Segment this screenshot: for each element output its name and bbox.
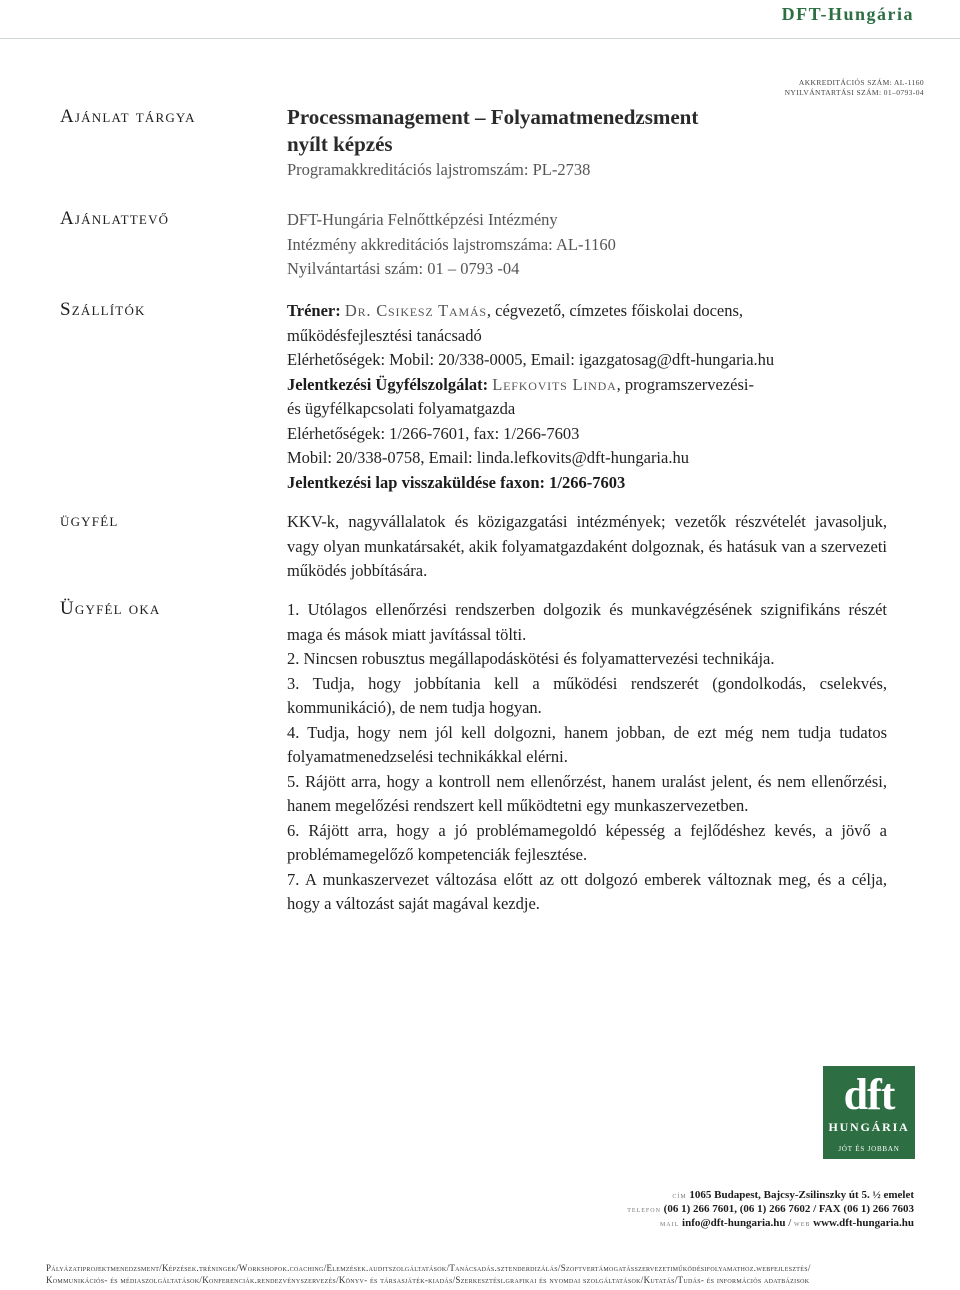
services-footer [46, 1262, 914, 1286]
reason-item: 6. Rájött arra, hogy a jó problémamegoldó képesség a fejlődéshez kevés, a jövő a problémamegelőző kompetenciák fejlesztése. [287, 820, 887, 864]
header-divider [0, 38, 960, 39]
label-offer-subject: Ajánlat tárgya [60, 106, 196, 127]
footer-line2: Kommunikációs- és médiaszolgáltatások/Konferenciák.rendezvényszervezés/Könyv- és társasjáték-kiadás/Szerkesztési.grafikai és nyomdai szolgáltatások/Kutatás/Tudás- és információs adatbázisok [46, 1275, 810, 1285]
brand-wordmark: DFT-Hungária [781, 4, 914, 24]
reason-item: 5. Rájött arra, hogy a kontroll nem ellenőrzést, hanem uralást jelent, és nem ellenőrzési, hanem megelőzési rendszert kell működtetni egy munkaszervezetben. [287, 771, 887, 815]
service-name: Lefkovits Linda [492, 374, 617, 394]
logo-dft: dft [843, 1070, 895, 1119]
service-desc-1: , programszervezési- [616, 374, 754, 394]
reason-item: 1. Utólagos ellenőrzési rendszerben dolgozik és munkavégzésének szignifikáns részét maga és mások miatt javítással tölti. [287, 600, 887, 644]
logo-slogan: JÓT ÉS JOBBAN [838, 1145, 900, 1153]
label-suppliers: Szállítók [60, 299, 146, 320]
reason-item: 4. Tudja, hogy nem jól kell dolgozni, hanem jobban, de ezt még nem tudja tudatos folyamatmenedzselési technikákkal elérni. [287, 722, 887, 766]
reason-item: 3. Tudja, hogy jobbítania kell a működési rendszerét (gondolkodás, cselekvés, kommunikáció), de nem tudja hogyan. [287, 673, 887, 717]
client-reason-section [287, 598, 887, 917]
offerer-institution: DFT-Hungária Felnőttképzési Intézmény [287, 210, 558, 229]
offerer-section [287, 208, 887, 282]
web-label: web [794, 1218, 811, 1228]
footer-line1: Pályázatiprojektmenedzsment/Képzések.tréningek/Workshopok.coaching/Elemzések.auditszolgáltatások/Tanácsadás.sztenderdizálás/Szoftvertámogatásszervezetiműködésifolyamathoz.webfejlesztés/ [46, 1263, 811, 1273]
registration-number: NYILVÁNTARTÁSI SZÁM: 01–0793-04 [784, 88, 924, 97]
service-contact-1: Elérhetőségek: 1/266-7601, fax: 1/266-7603 [287, 423, 580, 443]
web-link[interactable]: www.dft-hungaria.hu [813, 1217, 914, 1229]
service-contact-2[interactable]: Mobil: 20/338-0758, Email: linda.lefkovits@dft-hungaria.hu [287, 448, 689, 467]
mail-link[interactable]: info@dft-hungaria.hu [682, 1217, 786, 1229]
phone-label: telefon [627, 1204, 661, 1214]
client-description: KKV-k, nagyvállalatok és közigazgatási intézmények; vezetők részvételét javasoljuk, vagy olyan munkatársakét, akik folyamatgazdaként dolgoznak, és hatásuk van a szervezeti működés jobbítására. [287, 512, 887, 580]
service-label: Jelentkezési Ügyfélszolgálat: [287, 374, 489, 394]
trainer-desc-1: , cégvezető, címzetes főiskolai docens, [486, 301, 744, 320]
service-desc-2: és ügyfélkapcsolati folyamatgazda [287, 399, 516, 418]
client-section [287, 510, 887, 584]
offerer-accreditation: Intézmény akkreditációs lajstromszáma: AL-1160 [287, 234, 616, 254]
label-client-reason: Ügyfél oka [60, 598, 161, 619]
offerer-registration: Nyilvántartási szám: 01 – 0793 -04 [287, 259, 520, 278]
phone: (06 1) 266 7601, (06 1) 266 7602 / FAX (06 1) 266 7603 [663, 1203, 914, 1215]
accreditation-block [785, 78, 924, 98]
suppliers-section [287, 299, 887, 495]
fax-note: Jelentkezési lap visszaküldése faxon: 1/266-7603 [287, 472, 626, 492]
reason-item: 2. Nincsen robusztus megállapodáskötési és folyamattervezési technikája. [287, 649, 775, 668]
mail-label: mail [659, 1218, 680, 1228]
trainer-label: Tréner: [287, 301, 341, 320]
label-offerer: Ajánlattevő [60, 208, 170, 229]
program-accreditation: Programakkreditációs lajstromszám: PL-2738 [287, 160, 591, 179]
course-title-line2: nyílt képzés [287, 132, 393, 156]
trainer-desc-2: működésfejlesztési tanácsadó [287, 325, 482, 345]
address: 1065 Budapest, Bajcsy-Zsilinszky út 5. ½ emelet [689, 1189, 914, 1201]
label-client: ügyfél [60, 510, 119, 531]
trainer-contact[interactable]: Elérhetőségek: Mobil: 20/338-0005, Email: igazgatosag@dft-hungaria.hu [287, 350, 775, 369]
address-label: cím [672, 1190, 687, 1200]
logo-hungaria: HUNGÁRIA [828, 1120, 910, 1134]
service-line [287, 373, 887, 398]
contact-block: cím 1065 Budapest, Bajcsy-Zsilinszky út 5. ½ emelet telefon (06 1) 266 7601, (06 1) 266 7602 / FAX (06 1) 266 7603 mail info@dft-hungaria.hu / web www.dft-hungaria.hu [627, 1189, 914, 1229]
trainer-line [287, 299, 887, 324]
reason-item: 7. A munkaszervezet változása előtt az ott dolgozó emberek változnak meg, és a célja, hogy a változást saját magával kezdje. [287, 869, 887, 913]
offer-subject-section [287, 104, 887, 183]
trainer-name: Dr. Csikesz Tamás [344, 301, 487, 320]
course-title-line1: Processmanagement – Folyamatmenedzsment [287, 105, 699, 129]
dft-logo [823, 1066, 915, 1159]
accreditation-number: AKKREDITÁCIÓS SZÁM: AL-1160 [798, 78, 924, 87]
